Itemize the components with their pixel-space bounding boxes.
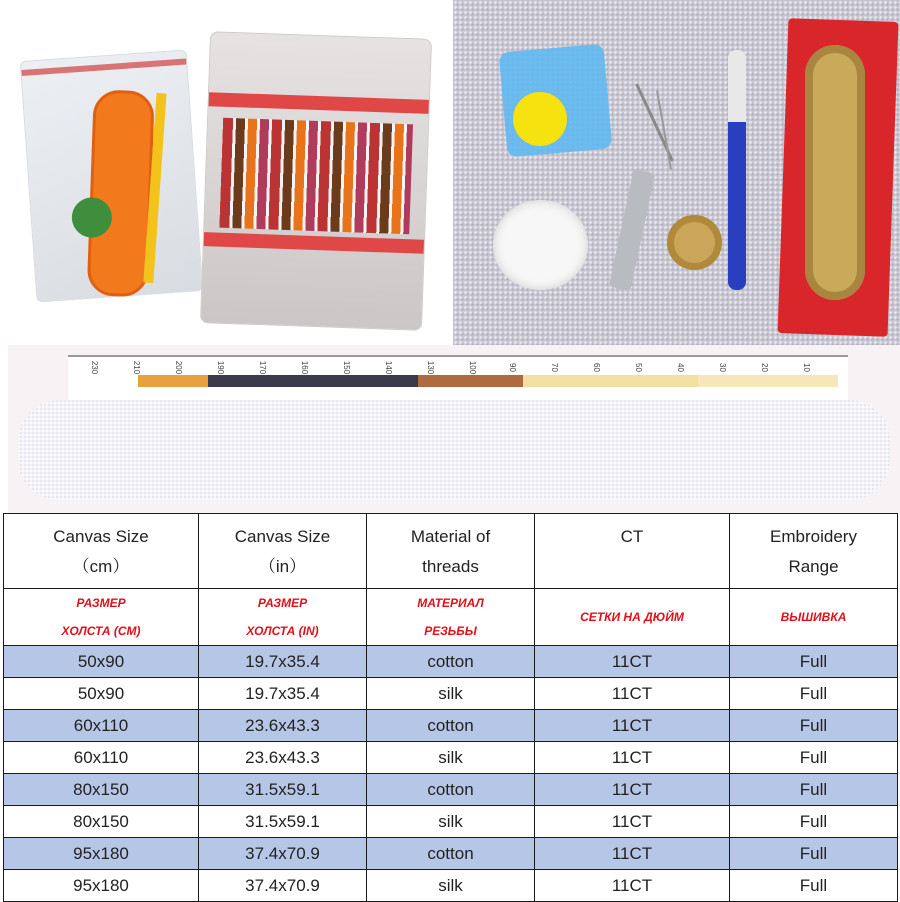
cell-material: cotton bbox=[367, 710, 535, 742]
header-canvas-size-cm: Canvas Size （cm） bbox=[4, 514, 199, 589]
header-ru-embroidery: ВЫШИВКА bbox=[730, 589, 898, 646]
cell-material: cotton bbox=[367, 646, 535, 678]
header-ru-material: МАТЕРИАЛ РЕЗЬБЫ bbox=[367, 589, 535, 646]
cell-ct: 11CT bbox=[535, 646, 730, 678]
table-row bbox=[4, 742, 898, 774]
cell-material: silk bbox=[367, 806, 535, 838]
color-key-strip bbox=[138, 375, 838, 387]
cell-ct: 11CT bbox=[535, 678, 730, 710]
cell-range: Full bbox=[730, 742, 898, 774]
cell-size-in: 23.6x43.3 bbox=[199, 742, 367, 774]
header-ru-size-cm: РАЗМЕР ХОЛСТА (СМ) bbox=[4, 589, 199, 646]
header-ct: CT bbox=[535, 514, 730, 589]
cell-range: Full bbox=[730, 774, 898, 806]
thread-band-top bbox=[209, 92, 429, 114]
cell-range: Full bbox=[730, 806, 898, 838]
cell-size-in: 31.5x59.1 bbox=[199, 774, 367, 806]
ruler-tick-label: 100 bbox=[468, 360, 478, 375]
cell-range: Full bbox=[730, 710, 898, 742]
header-canvas-size-in: Canvas Size （in） bbox=[199, 514, 367, 589]
cell-material: cotton bbox=[367, 838, 535, 870]
cell-size-cm: 60x110 bbox=[4, 742, 199, 774]
ruler-tick-label: 140 bbox=[384, 360, 394, 375]
table-header-row bbox=[4, 514, 898, 589]
table-row bbox=[4, 646, 898, 678]
cell-size-in: 31.5x59.1 bbox=[199, 806, 367, 838]
table-row bbox=[4, 678, 898, 710]
cell-ct: 11CT bbox=[535, 742, 730, 774]
cell-ct: 11CT bbox=[535, 806, 730, 838]
cell-size-cm: 95x180 bbox=[4, 838, 199, 870]
cell-size-in: 23.6x43.3 bbox=[199, 710, 367, 742]
table-row bbox=[4, 774, 898, 806]
zip-seal bbox=[21, 59, 186, 76]
ruler-tick-label: 200 bbox=[174, 360, 184, 375]
white-pompom bbox=[493, 200, 588, 290]
cell-size-cm: 50x90 bbox=[4, 646, 199, 678]
header-ru-ct: СЕТКИ НА ДЮЙМ bbox=[535, 589, 730, 646]
cell-material: silk bbox=[367, 742, 535, 774]
cell-size-cm: 80x150 bbox=[4, 774, 199, 806]
ruler-tick-label: 160 bbox=[300, 360, 310, 375]
ruler-tick-label: 230 bbox=[90, 360, 100, 375]
ruler-tick-label: 210 bbox=[132, 360, 142, 375]
ruler-tick-label: 190 bbox=[216, 360, 226, 375]
ruler-tick-label: 20 bbox=[759, 363, 769, 372]
cell-material: cotton bbox=[367, 774, 535, 806]
ruler-tick-label: 40 bbox=[675, 363, 685, 372]
cell-range: Full bbox=[730, 870, 898, 902]
ruler-tick-label: 10 bbox=[801, 363, 811, 372]
thimble bbox=[667, 215, 722, 270]
table-row bbox=[4, 838, 898, 870]
thread-bag bbox=[200, 31, 432, 331]
ruler-tick-label: 50 bbox=[633, 363, 643, 372]
cell-range: Full bbox=[730, 838, 898, 870]
cell-size-in: 37.4x70.9 bbox=[199, 870, 367, 902]
thread-band-bottom bbox=[204, 232, 424, 254]
cell-material: silk bbox=[367, 678, 535, 710]
ruler-tick-label: 130 bbox=[426, 360, 436, 375]
cell-range: Full bbox=[730, 678, 898, 710]
seam-ripper bbox=[728, 50, 746, 290]
table-header-row-russian bbox=[4, 589, 898, 646]
table-row bbox=[4, 806, 898, 838]
header-material: Material of threads bbox=[367, 514, 535, 589]
ruler-tick-label: 70 bbox=[549, 363, 559, 372]
cell-ct: 11CT bbox=[535, 774, 730, 806]
ruler-tick-label: 60 bbox=[591, 363, 601, 372]
cell-ct: 11CT bbox=[535, 838, 730, 870]
cell-material: silk bbox=[367, 870, 535, 902]
cell-range: Full bbox=[730, 646, 898, 678]
ruler-tick-label: 30 bbox=[717, 363, 727, 372]
thread-skeins bbox=[219, 118, 413, 235]
cell-size-cm: 60x110 bbox=[4, 710, 199, 742]
ruler-tick-label: 150 bbox=[342, 360, 352, 375]
table-row bbox=[4, 710, 898, 742]
cell-size-cm: 80x150 bbox=[4, 806, 199, 838]
kit-bags-photo bbox=[0, 0, 444, 345]
cell-size-in: 19.7x35.4 bbox=[199, 678, 367, 710]
canvas-roll-photo bbox=[8, 345, 900, 513]
cell-ct: 11CT bbox=[535, 710, 730, 742]
canvas-roll bbox=[18, 400, 890, 500]
tool-kit-bag bbox=[20, 49, 203, 302]
cell-size-in: 37.4x70.9 bbox=[199, 838, 367, 870]
tools-photo bbox=[453, 0, 900, 345]
spec-table bbox=[3, 513, 898, 902]
cell-size-in: 19.7x35.4 bbox=[199, 646, 367, 678]
cell-size-cm: 50x90 bbox=[4, 678, 199, 710]
header-ru-size-in: РАЗМЕР ХОЛСТА (IN) bbox=[199, 589, 367, 646]
needle-threader bbox=[609, 169, 655, 291]
header-embroidery-range: Embroidery Range bbox=[730, 514, 898, 589]
yellow-pompom bbox=[513, 92, 567, 146]
ruler-tick-label: 170 bbox=[258, 360, 268, 375]
table-row bbox=[4, 870, 898, 902]
cell-size-cm: 95x180 bbox=[4, 870, 199, 902]
thread-scissors bbox=[805, 45, 865, 300]
cell-ct: 11CT bbox=[535, 870, 730, 902]
ruler-tick-label: 90 bbox=[507, 363, 517, 372]
